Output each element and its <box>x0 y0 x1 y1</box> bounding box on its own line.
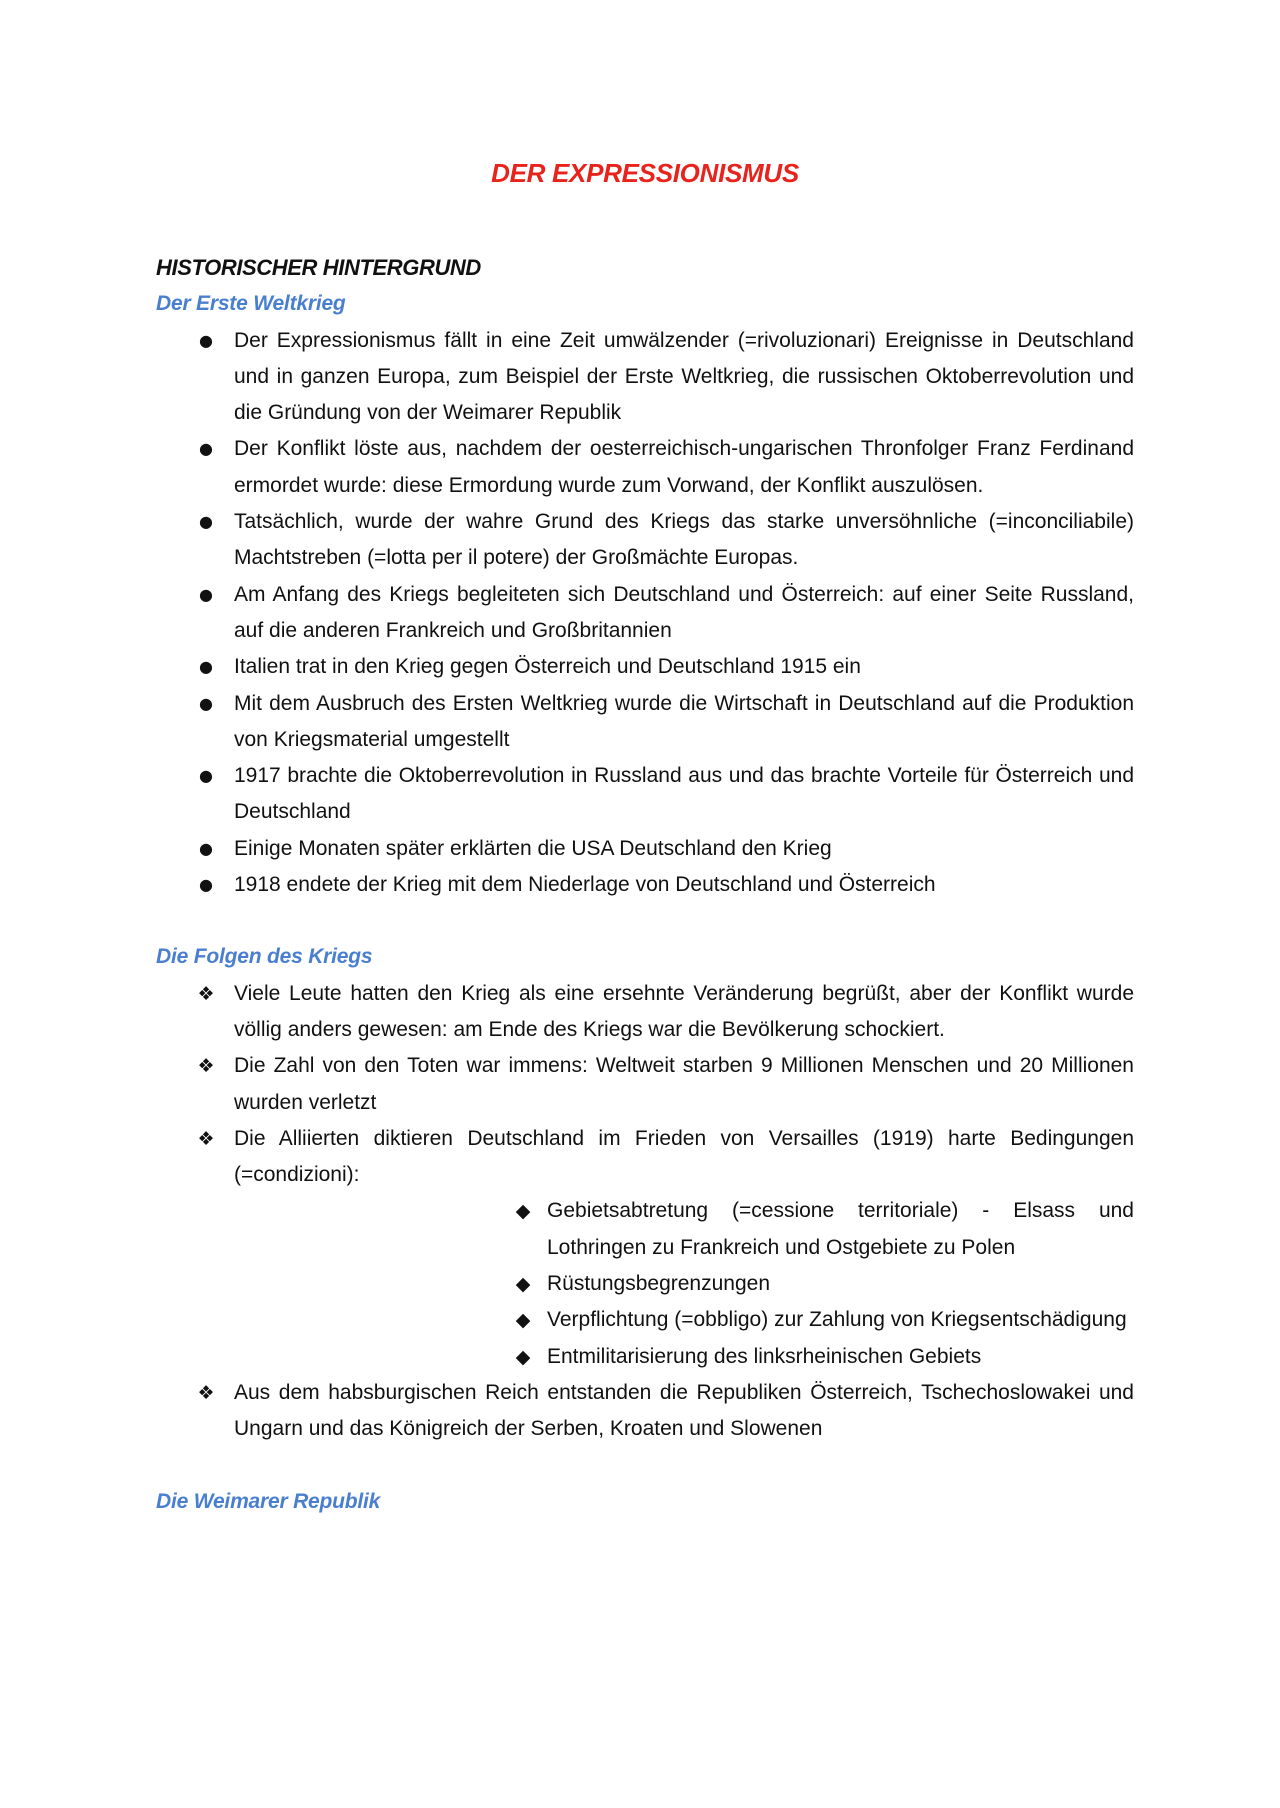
list-item-text: 1917 brachte die Oktoberrevolution in Russland aus und das brachte Vorteile für Österreich und Deutschland <box>234 764 1134 824</box>
filled-circle-icon: ● <box>199 439 213 459</box>
spacer <box>156 903 1134 939</box>
list-item-text: Viele Leute hatten den Krieg als eine ersehnte Veränderung begrüßt, aber der Konflikt wurde völlig anders gewesen: am Ende des Kriegs war die Bevölkerung schockiert. <box>234 981 1134 1041</box>
list-item <box>156 976 1134 1049</box>
list-item <box>156 1375 1134 1448</box>
sub-list-item <box>515 1339 1134 1375</box>
filled-circle-icon: ● <box>199 584 213 604</box>
sub-list-item <box>515 1266 1134 1302</box>
document-title: DER EXPRESSIONISMUS <box>491 158 799 188</box>
list-item-text: Der Expressionismus fällt in eine Zeit umwälzender (=rivoluzionari) Ereignisse in Deutschland und in ganzen Europa, zum Beispiel der Erste Weltkrieg, die russischen Oktoberrevolution und die Gründung von der Weimarer Republik <box>234 328 1134 425</box>
four-diamond-icon: ❖ <box>197 1055 215 1078</box>
filled-circle-icon: ● <box>199 838 213 858</box>
document-body <box>156 250 1134 1520</box>
list-item-text: Am Anfang des Kriegs begleiteten sich Deutschland und Österreich: auf einer Seite Russland, auf die anderen Frankreich und Großbritannien <box>234 582 1134 642</box>
list-item <box>156 831 1134 867</box>
list-item <box>156 867 1134 903</box>
list-item-text: Die Zahl von den Toten war immens: Weltweit starben 9 Millionen Menschen und 20 Millionen wurden verletzt <box>234 1054 1134 1114</box>
list-item <box>156 649 1134 685</box>
filled-circle-icon: ● <box>199 766 213 786</box>
list-item <box>156 1121 1134 1375</box>
list-item <box>156 504 1134 577</box>
sub-list-item-text: Gebietsabtretung (=cessione territoriale) - Elsass und Lothringen zu Frankreich und Ostgebiete zu Polen <box>547 1199 1134 1259</box>
four-diamond-icon: ❖ <box>197 1381 215 1404</box>
sub-list-item <box>515 1302 1134 1338</box>
subheading-erste-weltkrieg: Der Erste Weltkrieg <box>156 292 346 316</box>
sub-list-item <box>515 1193 1134 1266</box>
subheading-folgen-des-kriegs: Die Folgen des Kriegs <box>156 945 373 969</box>
four-diamond-icon: ❖ <box>197 982 215 1005</box>
filled-circle-icon: ● <box>199 330 213 350</box>
sub-list-item-text: Rüstungsbegrenzungen <box>547 1272 771 1296</box>
list-item-text: Aus dem habsburgischen Reich entstanden die Republiken Österreich, Tschechoslowakei und Ungarn und das Königreich der Serben, Kroaten und Slowenen <box>234 1380 1134 1441</box>
list-item <box>156 1048 1134 1121</box>
filled-circle-icon: ● <box>199 657 213 677</box>
sub-list-item-text: Entmilitarisierung des linksrheinischen Gebiets <box>547 1344 982 1368</box>
filled-diamond-icon: ◆ <box>515 1309 531 1332</box>
bullet-list-folgen-des-kriegs <box>156 976 1134 1448</box>
list-item <box>156 686 1134 759</box>
list-item-text: Der Konflikt löste aus, nachdem der oesterreichisch-ungarischen Thronfolger Franz Ferdinand ermordet wurde: diese Ermordung wurde zum Vorwand, der Konflikt auszulösen. <box>234 437 1134 497</box>
list-item-text: Tatsächlich, wurde der wahre Grund des Kriegs das starke unversöhnliche (=inconciliabile) Machtstreben (=lotta per il potere) der Großmächte Europas. <box>234 510 1134 570</box>
section-heading-historischer-hintergrund: HISTORISCHER HINTERGRUND <box>156 255 481 280</box>
list-item-text: Mit dem Ausbruch des Ersten Weltkrieg wurde die Wirtschaft in Deutschland auf die Produktion von Kriegsmaterial umgestellt <box>234 691 1134 751</box>
list-item <box>156 323 1134 432</box>
list-item <box>156 431 1134 504</box>
list-item <box>156 577 1134 650</box>
list-item <box>156 758 1134 831</box>
list-item-text: Einige Monaten später erklärten die USA Deutschland den Krieg <box>234 836 832 860</box>
sub-list-item-text: Verpflichtung (=obbligo) zur Zahlung von Kriegsentschädigung <box>547 1308 1127 1332</box>
bullet-list-erste-weltkrieg <box>156 323 1134 904</box>
sub-bullet-list-versailles <box>515 1193 1134 1374</box>
filled-circle-icon: ● <box>199 512 213 532</box>
list-item-text: Italien trat in den Krieg gegen Österreich und Deutschland 1915 ein <box>234 655 861 679</box>
list-item-text: 1918 endete der Krieg mit dem Niederlage von Deutschland und Österreich <box>234 873 936 897</box>
filled-diamond-icon: ◆ <box>515 1200 531 1223</box>
filled-diamond-icon: ◆ <box>515 1273 531 1296</box>
filled-circle-icon: ● <box>199 693 213 713</box>
filled-diamond-icon: ◆ <box>515 1345 531 1368</box>
subheading-weimarer-republik: Die Weimarer Republik <box>156 1489 381 1513</box>
list-item-text: Die Alliierten diktieren Deutschland im Frieden von Versailles (1919) harte Bedingungen (=condizioni): <box>234 1126 1134 1187</box>
spacer <box>156 1448 1134 1484</box>
four-diamond-icon: ❖ <box>197 1127 215 1150</box>
filled-circle-icon: ● <box>199 875 213 895</box>
